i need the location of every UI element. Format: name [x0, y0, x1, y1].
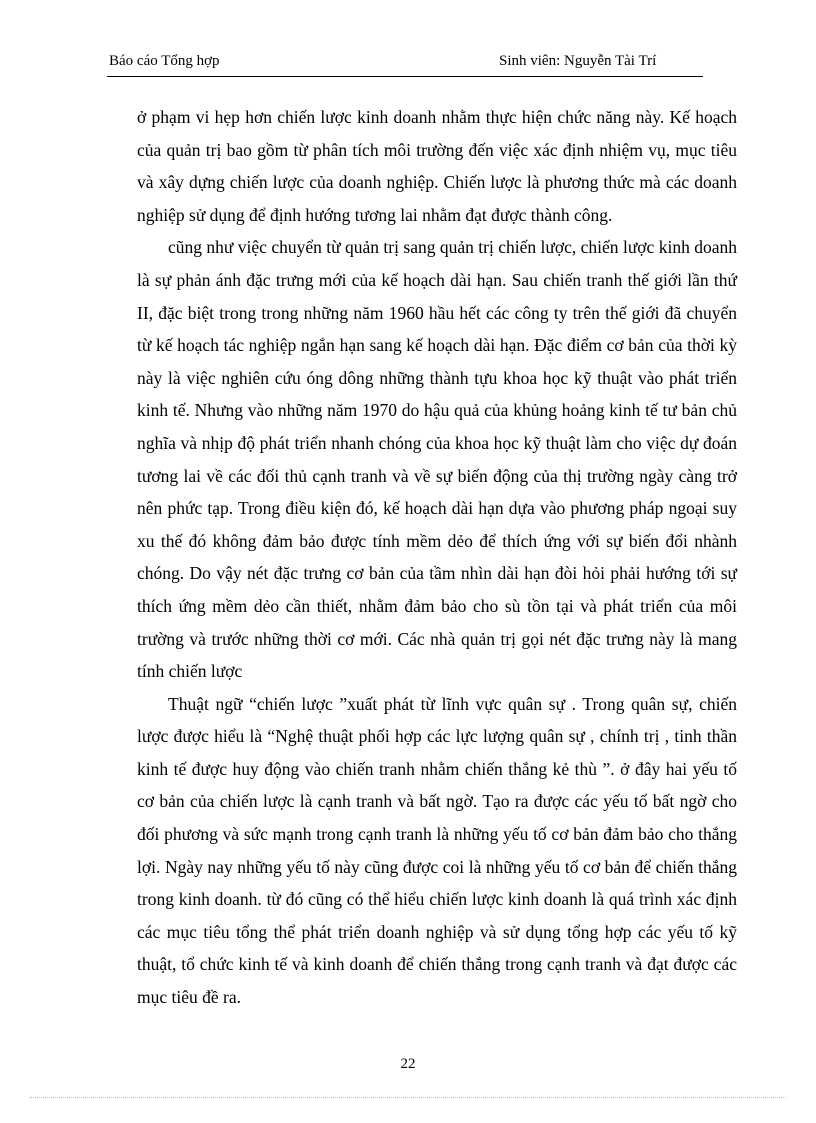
document-body	[137, 101, 737, 1014]
header-student-name: Sinh viên: Nguyễn Tài Trí	[499, 53, 657, 69]
header-report-title: Báo cáo Tổng hợp	[109, 53, 220, 69]
paragraph: ở phạm vi hẹp hơn chiến lược kinh doanh nhằm thực hiện chức năng này. Kế hoạch của quản trị bao gồm từ phân tích môi trường đến việc xác định nhiệm vụ, mục tiêu và xây dựng chiến lược của doanh nghiệp. Chiến lược là phương thức mà các doanh nghiệp sử dụng để định hướng tương lai nhằm đạt được thành công.	[137, 107, 737, 225]
page-header	[107, 50, 703, 77]
paragraph: cũng như việc chuyển từ quản trị sang quản trị chiến lược, chiến lược kinh doanh là sự phản ánh đặc trưng mới của kế hoạch dài hạn. Sau chiến tranh thế giới lần thứ II, đặc biệt trong trong những năm 1960 hầu hết các công ty trên thế giới đã chuyển từ kế hoạch tác nghiệp ngắn hạn sang kế hoạch dài hạn. Đặc điểm cơ bản của thời kỳ này là việc nghiên cứu óng dông những thành tựu khoa học kỹ thuật vào phát triển kinh tế. Nhưng vào những năm 1970 do hậu quả của khủng hoảng kinh tế tư bản chủ nghĩa và nhịp độ phát triển nhanh chóng của khoa học kỹ thuật làm cho việc dự đoán tương lai về các đối thủ cạnh tranh và về sự biến động của thị trường ngày càng trở nên phức tạp. Trong điều kiện đó, kế hoạch dài hạn dựa vào phương pháp ngoại suy xu thế đó không đảm bảo được tính mềm dẻo để thích ứng với sự biến đổi nhành chóng. Do vậy nét đặc trưng cơ bản của tầm nhìn dài hạn đòi hỏi phải hướng tới sự thích ứng mềm dẻo cần thiết, nhằm đảm bảo cho sù tồn tại và phát triển của môi trường và trước những thời cơ mới. Các nhà quản trị gọi nét đặc trưng này là mang tính chiến lược	[137, 237, 737, 682]
paragraph: Thuật ngữ “chiến lược ”xuất phát từ lĩnh vực quân sự . Trong quân sự, chiến lược được hiểu là “Nghệ thuật phối hợp các lực lượng quân sự , chính trị , tinh thần kinh tế được huy động vào chiến tranh nhằm chiến thắng kẻ thù ”. ở đây hai yếu tố cơ bản của chiến lược là cạnh tranh và bất ngờ. Tạo ra được các yếu tố bất ngờ cho đối phương và sức mạnh trong cạnh tranh là những yếu tố cơ bản đảm bảo cho thắng lợi. Ngày nay những yếu tố này cũng được coi là những yếu tố cơ bản để chiến thắng trong kinh doanh. từ đó cũng có thể hiểu chiến lược kinh doanh là quá trình xác định các mục tiêu tổng thể phát triển doanh nghiệp và sử dụng tổng hợp các yếu tố kỹ thuật, tổ chức kinh tế và kinh doanh để chiến thắng trong cạnh tranh và đạt được các mục tiêu đề ra.	[137, 693, 737, 1008]
page-number: 22	[400, 1056, 416, 1072]
page-bottom-divider	[30, 1097, 786, 1098]
